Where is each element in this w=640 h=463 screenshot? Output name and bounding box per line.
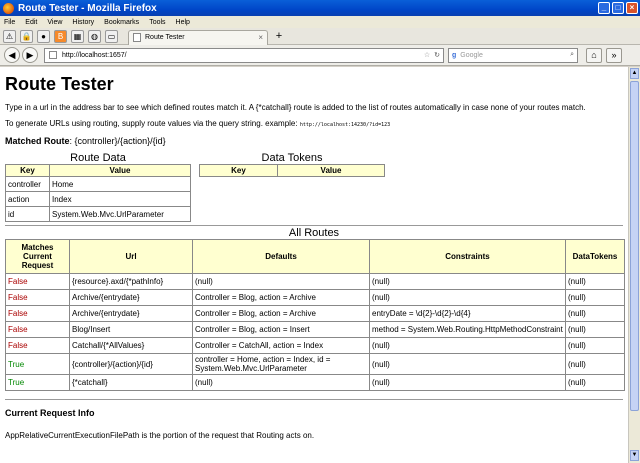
warning-icon[interactable]: ⚠ (3, 30, 16, 43)
table-row (6, 354, 625, 375)
search-icon[interactable]: ⌕ (570, 51, 574, 58)
route-data-caption: Route Data (70, 152, 126, 164)
scroll-up-icon[interactable]: ▲ (630, 68, 639, 79)
route-defaults: Controller = Blog, action = Archive (193, 290, 370, 306)
blogger-icon[interactable]: B (54, 30, 67, 43)
page-icon[interactable]: ▭ (105, 30, 118, 43)
data-tokens-table (199, 164, 385, 177)
navigation-bar (0, 45, 640, 66)
menu-help[interactable]: Help (175, 18, 190, 26)
menu-view[interactable]: View (47, 18, 63, 26)
site-favicon-icon (49, 51, 57, 59)
menu-tools[interactable]: Tools (149, 18, 166, 26)
addon-icon[interactable]: ● (37, 30, 50, 43)
route-data-key: action (6, 192, 50, 207)
table-row (6, 322, 625, 338)
google-icon[interactable]: g (452, 51, 457, 59)
table-row (6, 290, 625, 306)
url-header: Url (70, 240, 193, 274)
table-row (6, 375, 625, 391)
vertical-scrollbar[interactable] (628, 67, 640, 463)
route-url: Archive/{entrydate} (70, 306, 193, 322)
route-data-key-header: Key (6, 165, 50, 177)
route-defaults: (null) (193, 274, 370, 290)
route-data-value: Index (50, 192, 191, 207)
match-status: False (6, 290, 70, 306)
page-title: Route Tester (5, 74, 114, 94)
tab-strip (0, 28, 640, 45)
bookmark-star-icon[interactable]: ☆ (423, 52, 431, 59)
route-constraints: (null) (370, 338, 566, 354)
defaults-header: Defaults (193, 240, 370, 274)
match-status: False (6, 338, 70, 354)
route-url: Archive/{entrydate} (70, 290, 193, 306)
route-datatokens: (null) (566, 354, 625, 375)
match-status: False (6, 322, 70, 338)
datatokens-header: DataTokens (566, 240, 625, 274)
route-defaults: Controller = Blog, action = Insert (193, 322, 370, 338)
route-defaults: controller = Home, action = Index, id = System.Web.Mvc.UrlParameter (193, 354, 370, 375)
all-routes-table (5, 239, 625, 391)
globe-icon[interactable]: ◍ (88, 30, 101, 43)
match-status: True (6, 375, 70, 391)
table-row (6, 338, 625, 354)
route-data-key: controller (6, 177, 50, 192)
close-tab-icon[interactable]: × (258, 33, 263, 42)
address-bar[interactable] (44, 48, 444, 63)
tab-route-tester[interactable] (128, 30, 268, 45)
menu-bookmarks[interactable]: Bookmarks (104, 18, 140, 26)
search-box[interactable] (448, 48, 578, 63)
route-url: Catchall/{*AllValues} (70, 338, 193, 354)
search-placeholder: Google (460, 51, 483, 59)
route-data-value-header: Value (50, 165, 191, 177)
home-button[interactable]: ⌂ (586, 48, 602, 63)
table-row (6, 177, 191, 192)
current-request-text: AppRelativeCurrentExecutionFilePath is the portion of the request that Routing acts on. (5, 431, 315, 440)
lock-icon[interactable]: 🔒 (21, 31, 32, 41)
address-url[interactable]: http://localhost:1657/ (62, 51, 127, 59)
route-datatokens: (null) (566, 306, 625, 322)
route-datatokens: (null) (566, 274, 625, 290)
all-routes-caption: All Routes (5, 225, 623, 239)
route-data-key: id (6, 207, 50, 222)
route-constraints: (null) (370, 354, 566, 375)
page-icon (133, 33, 141, 42)
route-datatokens: (null) (566, 375, 625, 391)
minimize-button[interactable]: _ (598, 2, 610, 14)
match-status: True (6, 354, 70, 375)
route-constraints: (null) (370, 274, 566, 290)
route-defaults: Controller = CatchAll, action = Index (193, 338, 370, 354)
matched-route-label: Matched Route (5, 136, 70, 146)
window-title: Route Tester - Mozilla Firefox (18, 2, 157, 14)
intro-text: Type in a url in the address bar to see which defined routes match it. A {*catchall} route is added to the list of routes automatically in case none of your routes match. (5, 103, 586, 112)
route-constraints: method = System.Web.Routing.HttpMethodConstraint (370, 322, 566, 338)
match-status: False (6, 274, 70, 290)
close-window-button[interactable]: × (626, 2, 638, 14)
window-title-bar (0, 0, 640, 16)
route-constraints: (null) (370, 290, 566, 306)
generate-urls-text (5, 119, 623, 128)
data-tokens-value-header: Value (278, 165, 385, 177)
table-row (6, 274, 625, 290)
constraints-header: Constraints (370, 240, 566, 274)
route-datatokens: (null) (566, 338, 625, 354)
route-constraints: (null) (370, 375, 566, 391)
page-content (0, 67, 628, 463)
table-row (6, 207, 191, 222)
menu-history[interactable]: History (72, 18, 95, 26)
route-data-table (5, 164, 191, 222)
route-url: {resource}.axd/{*pathInfo} (70, 274, 193, 290)
match-status: False (6, 306, 70, 322)
matches-header: Matches Current Request (6, 240, 70, 274)
current-request-heading: Current Request Info (5, 399, 623, 418)
route-constraints: entryDate = \d{2}-\d{2}-\d{4} (370, 306, 566, 322)
back-button[interactable]: ◀ (4, 47, 20, 63)
menu-bar (0, 16, 640, 28)
route-url: {controller}/{action}/{id} (70, 354, 193, 375)
maximize-button[interactable]: □ (612, 2, 624, 14)
table-row (6, 306, 625, 322)
route-url: {*catchall} (70, 375, 193, 391)
picture-icon[interactable]: ▦ (71, 30, 84, 43)
reload-icon[interactable]: ↻ (434, 52, 440, 59)
matched-route: Matched Route: {controller}/{action}/{id} (5, 136, 166, 146)
menu-edit[interactable]: Edit (25, 18, 38, 26)
matched-route-value: {controller}/{action}/{id} (74, 136, 166, 146)
table-row (6, 192, 191, 207)
tab-title: Route Tester (145, 34, 185, 41)
example-url: http://localhost:14230/?id=123 (299, 122, 391, 128)
route-url: Blog/Insert (70, 322, 193, 338)
data-tokens-caption: Data Tokens (261, 152, 323, 164)
route-datatokens: (null) (566, 290, 625, 306)
generate-text: To generate URLs using routing, supply route values via the query string. example: (5, 119, 298, 128)
route-data-value: Home (50, 177, 191, 192)
scroll-down-icon[interactable]: ▼ (630, 450, 639, 461)
new-tab-button[interactable]: + (275, 30, 283, 42)
forward-button[interactable]: ▶ (22, 47, 38, 63)
firefox-icon (3, 3, 14, 14)
route-data-value: System.Web.Mvc.UrlParameter (50, 207, 191, 222)
route-datatokens: (null) (566, 322, 625, 338)
menu-file[interactable]: File (4, 18, 16, 26)
route-defaults: Controller = Blog, action = Archive (193, 306, 370, 322)
menu-arrow-button[interactable]: » (606, 48, 622, 63)
data-tokens-key-header: Key (200, 165, 278, 177)
scrollbar-thumb[interactable] (630, 81, 639, 411)
route-defaults: (null) (193, 375, 370, 391)
